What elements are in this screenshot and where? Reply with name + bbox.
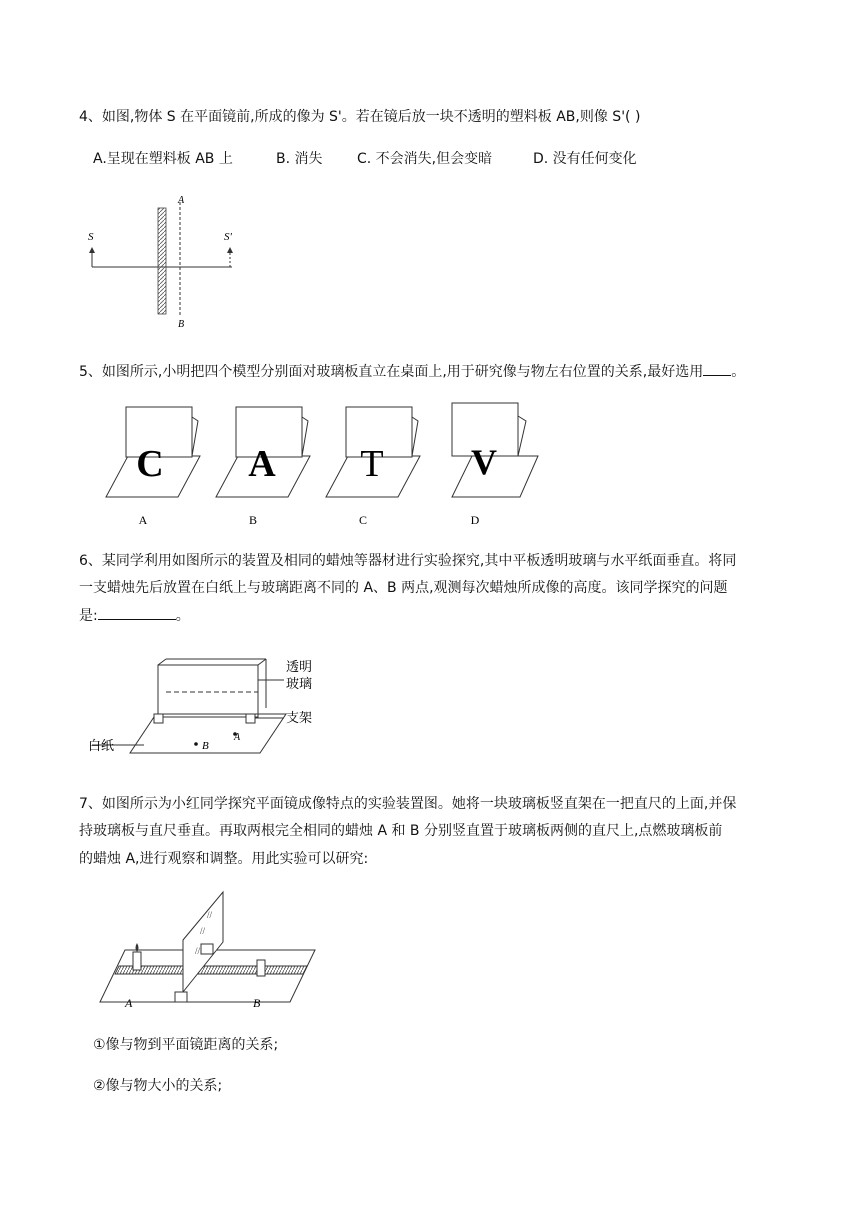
q6-line2: 一支蜡烛先后放置在白纸上与玻璃距离不同的 A、B 两点,观测每次蜡烛所成像的高度。该同学探究的问题 <box>79 580 728 596</box>
q4-option-c: C. 不会消失,但会变暗 <box>357 151 493 167</box>
q6-label-glass-2: 玻璃 <box>286 676 313 691</box>
q4-label-b: B <box>178 319 185 330</box>
q5-model-a-letter: C <box>136 443 164 485</box>
q6-line3-suffix: 。 <box>175 608 190 624</box>
q5-answer-blank <box>703 362 731 376</box>
q5-model-d-letter: V <box>471 442 497 482</box>
q6-label-glass-1: 透明 <box>286 659 313 674</box>
q7-item-2: ②像与物大小的关系; <box>93 1078 223 1094</box>
q4-option-a: A.呈现在塑料板 AB 上 <box>93 151 233 167</box>
q6-line3-prefix: 是: <box>79 608 98 624</box>
q6-label-b: B <box>202 740 209 752</box>
q5-stem <box>79 362 745 381</box>
q5-model-d <box>452 403 538 527</box>
q4-label-a: A <box>178 195 185 206</box>
q5-model-c-letter: T <box>360 443 384 485</box>
q5-model-b-label: B <box>248 513 258 527</box>
q5-model-c-label: C <box>358 513 368 527</box>
q4-option-d: D. 没有任何变化 <box>533 151 637 167</box>
svg-text://: // <box>195 946 201 956</box>
q7-label-b: B <box>253 996 261 1010</box>
q7-line1: 7、如图所示为小红同学探究平面镜成像特点的实验装置图。她将一块玻璃板竖直架在一把直尺的上面,并保 <box>79 796 737 812</box>
q5-model-b <box>216 407 310 527</box>
q6-line1: 6、某同学利用如图所示的装置及相同的蜡烛等器材进行实验探究,其中平板透明玻璃与水平纸面垂直。将同 <box>79 553 737 569</box>
q6-label-stand: 支架 <box>286 710 313 725</box>
q4-stem: 4、如图,物体 S 在平面镜前,所成的像为 S'。若在镜后放一块不透明的塑料板 AB,则像 S'( ) <box>79 109 641 125</box>
q5-stem-text: 5、如图所示,小明把四个模型分别面对玻璃板直立在桌面上,用于研究像与物左右位置的关系,最好选用 <box>79 364 704 380</box>
q6-label-paper: 白纸 <box>88 738 115 753</box>
q7-item-1: ①像与物到平面镜距离的关系; <box>93 1037 279 1053</box>
svg-text://: // <box>207 910 213 920</box>
q5-models-figure <box>100 400 540 530</box>
q7-line3: 的蜡烛 A,进行观察和调整。用此实验可以研究: <box>79 851 369 867</box>
q4-mirror-figure <box>80 192 250 332</box>
q4-label-s: S <box>88 231 94 243</box>
svg-text://: // <box>200 926 206 936</box>
q6-glass-figure <box>88 650 348 770</box>
q7-line2: 持玻璃板与直尺垂直。再取两根完全相同的蜡烛 A 和 B 分别竖直置于玻璃板两侧的直尺上,点燃玻璃板前 <box>79 823 723 839</box>
q6-line3 <box>79 606 190 625</box>
q6-answer-blank <box>98 606 176 620</box>
q4-label-s-prime: S' <box>224 231 232 243</box>
q5-stem-tail: 。 <box>731 364 746 380</box>
q5-model-d-label: D <box>470 513 480 527</box>
q4-option-b: B. 消失 <box>276 151 323 167</box>
q6-label-a: A <box>234 732 241 743</box>
q5-model-a <box>106 407 200 527</box>
q7-label-a: A <box>125 996 133 1010</box>
q5-model-a-label: A <box>138 513 148 527</box>
q5-model-b-letter: A <box>248 443 276 485</box>
q7-ruler-figure <box>95 880 335 1020</box>
q5-model-c <box>326 407 420 527</box>
